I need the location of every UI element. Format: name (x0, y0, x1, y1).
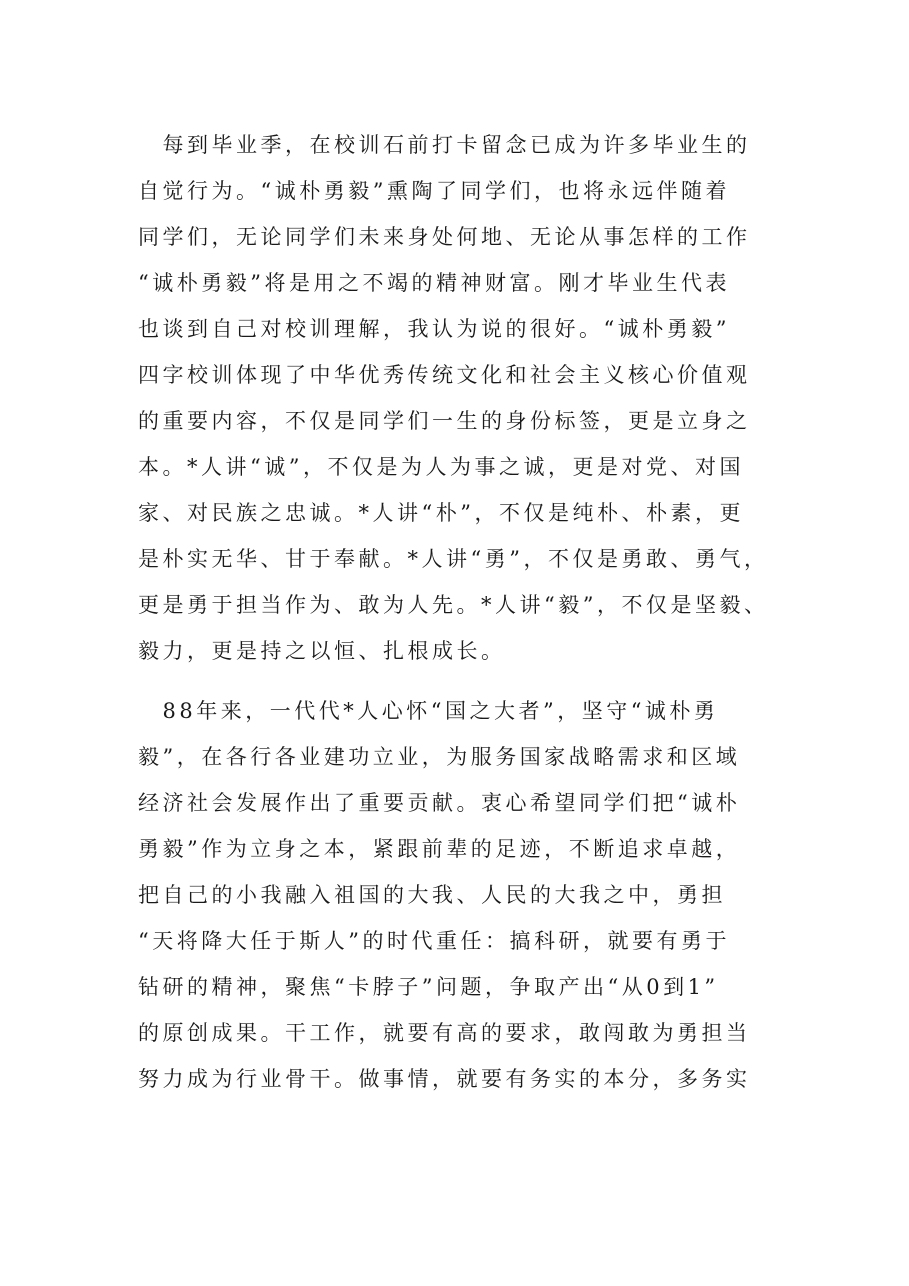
text-line: 把自己的小我融入祖国的大我、人民的大我之中，勇担 (138, 883, 726, 907)
text-line: 勇毅”作为立身之本，紧跟前辈的足迹，不断追求卓越， (138, 837, 741, 861)
text-line: 努力成为行业骨干。做事情，就要有务实的本分，多务实 (138, 1067, 751, 1091)
text-line: “天将降大任于斯人”的时代重任：搞科研，就要有勇于 (138, 929, 730, 953)
text-line: 钻研的精神，聚焦“卡脖子”问题，争取产出“从0到1” (138, 975, 719, 999)
text-line: 毅力，更是持之以恒、扎根成长。 (138, 639, 506, 663)
text-line: 四字校训体现了中华优秀传统文化和社会主义核心价值观 (138, 363, 751, 387)
text-line: 的原创成果。干工作，就要有高的要求，敢闯敢为勇担当 (138, 1021, 751, 1045)
text-line: 本。*人讲“诚”，不仅是为人为事之诚，更是对党、对国 (138, 455, 744, 479)
text-line: 的重要内容，不仅是同学们一生的身份标签，更是立身之 (138, 409, 751, 433)
text-line: 家、对民族之忠诚。*人讲“朴”，不仅是纯朴、朴素，更 (138, 501, 744, 525)
text-line: 毅”，在各行各业建功立业，为服务国家战略需求和区域 (138, 745, 741, 769)
text-line: 自觉行为。“诚朴勇毅”熏陶了同学们，也将永远伴随着 (138, 179, 730, 203)
text-line: 经济社会发展作出了重要贡献。衷心希望同学们把“诚朴 (138, 791, 741, 815)
text-line: “诚朴勇毅”将是用之不竭的精神财富。刚才毕业生代表 (138, 271, 730, 295)
text-line: 是朴实无华、甘于奉献。*人讲“勇”，不仅是勇敢、勇气， (138, 547, 769, 571)
text-line: 每到毕业季，在校训石前打卡留念已成为许多毕业生的 (138, 133, 751, 157)
text-line: 也谈到自己对校训理解，我认为说的很好。“诚朴勇毅” (138, 317, 730, 341)
text-line: 同学们，无论同学们未来身处何地、无论从事怎样的工作 (138, 225, 751, 249)
text-line: 更是勇于担当作为、敢为人先。*人讲“毅”，不仅是坚毅、 (138, 593, 769, 617)
text-line: 88年来，一代代*人心怀“国之大者”，坚守“诚朴勇 (138, 699, 719, 723)
